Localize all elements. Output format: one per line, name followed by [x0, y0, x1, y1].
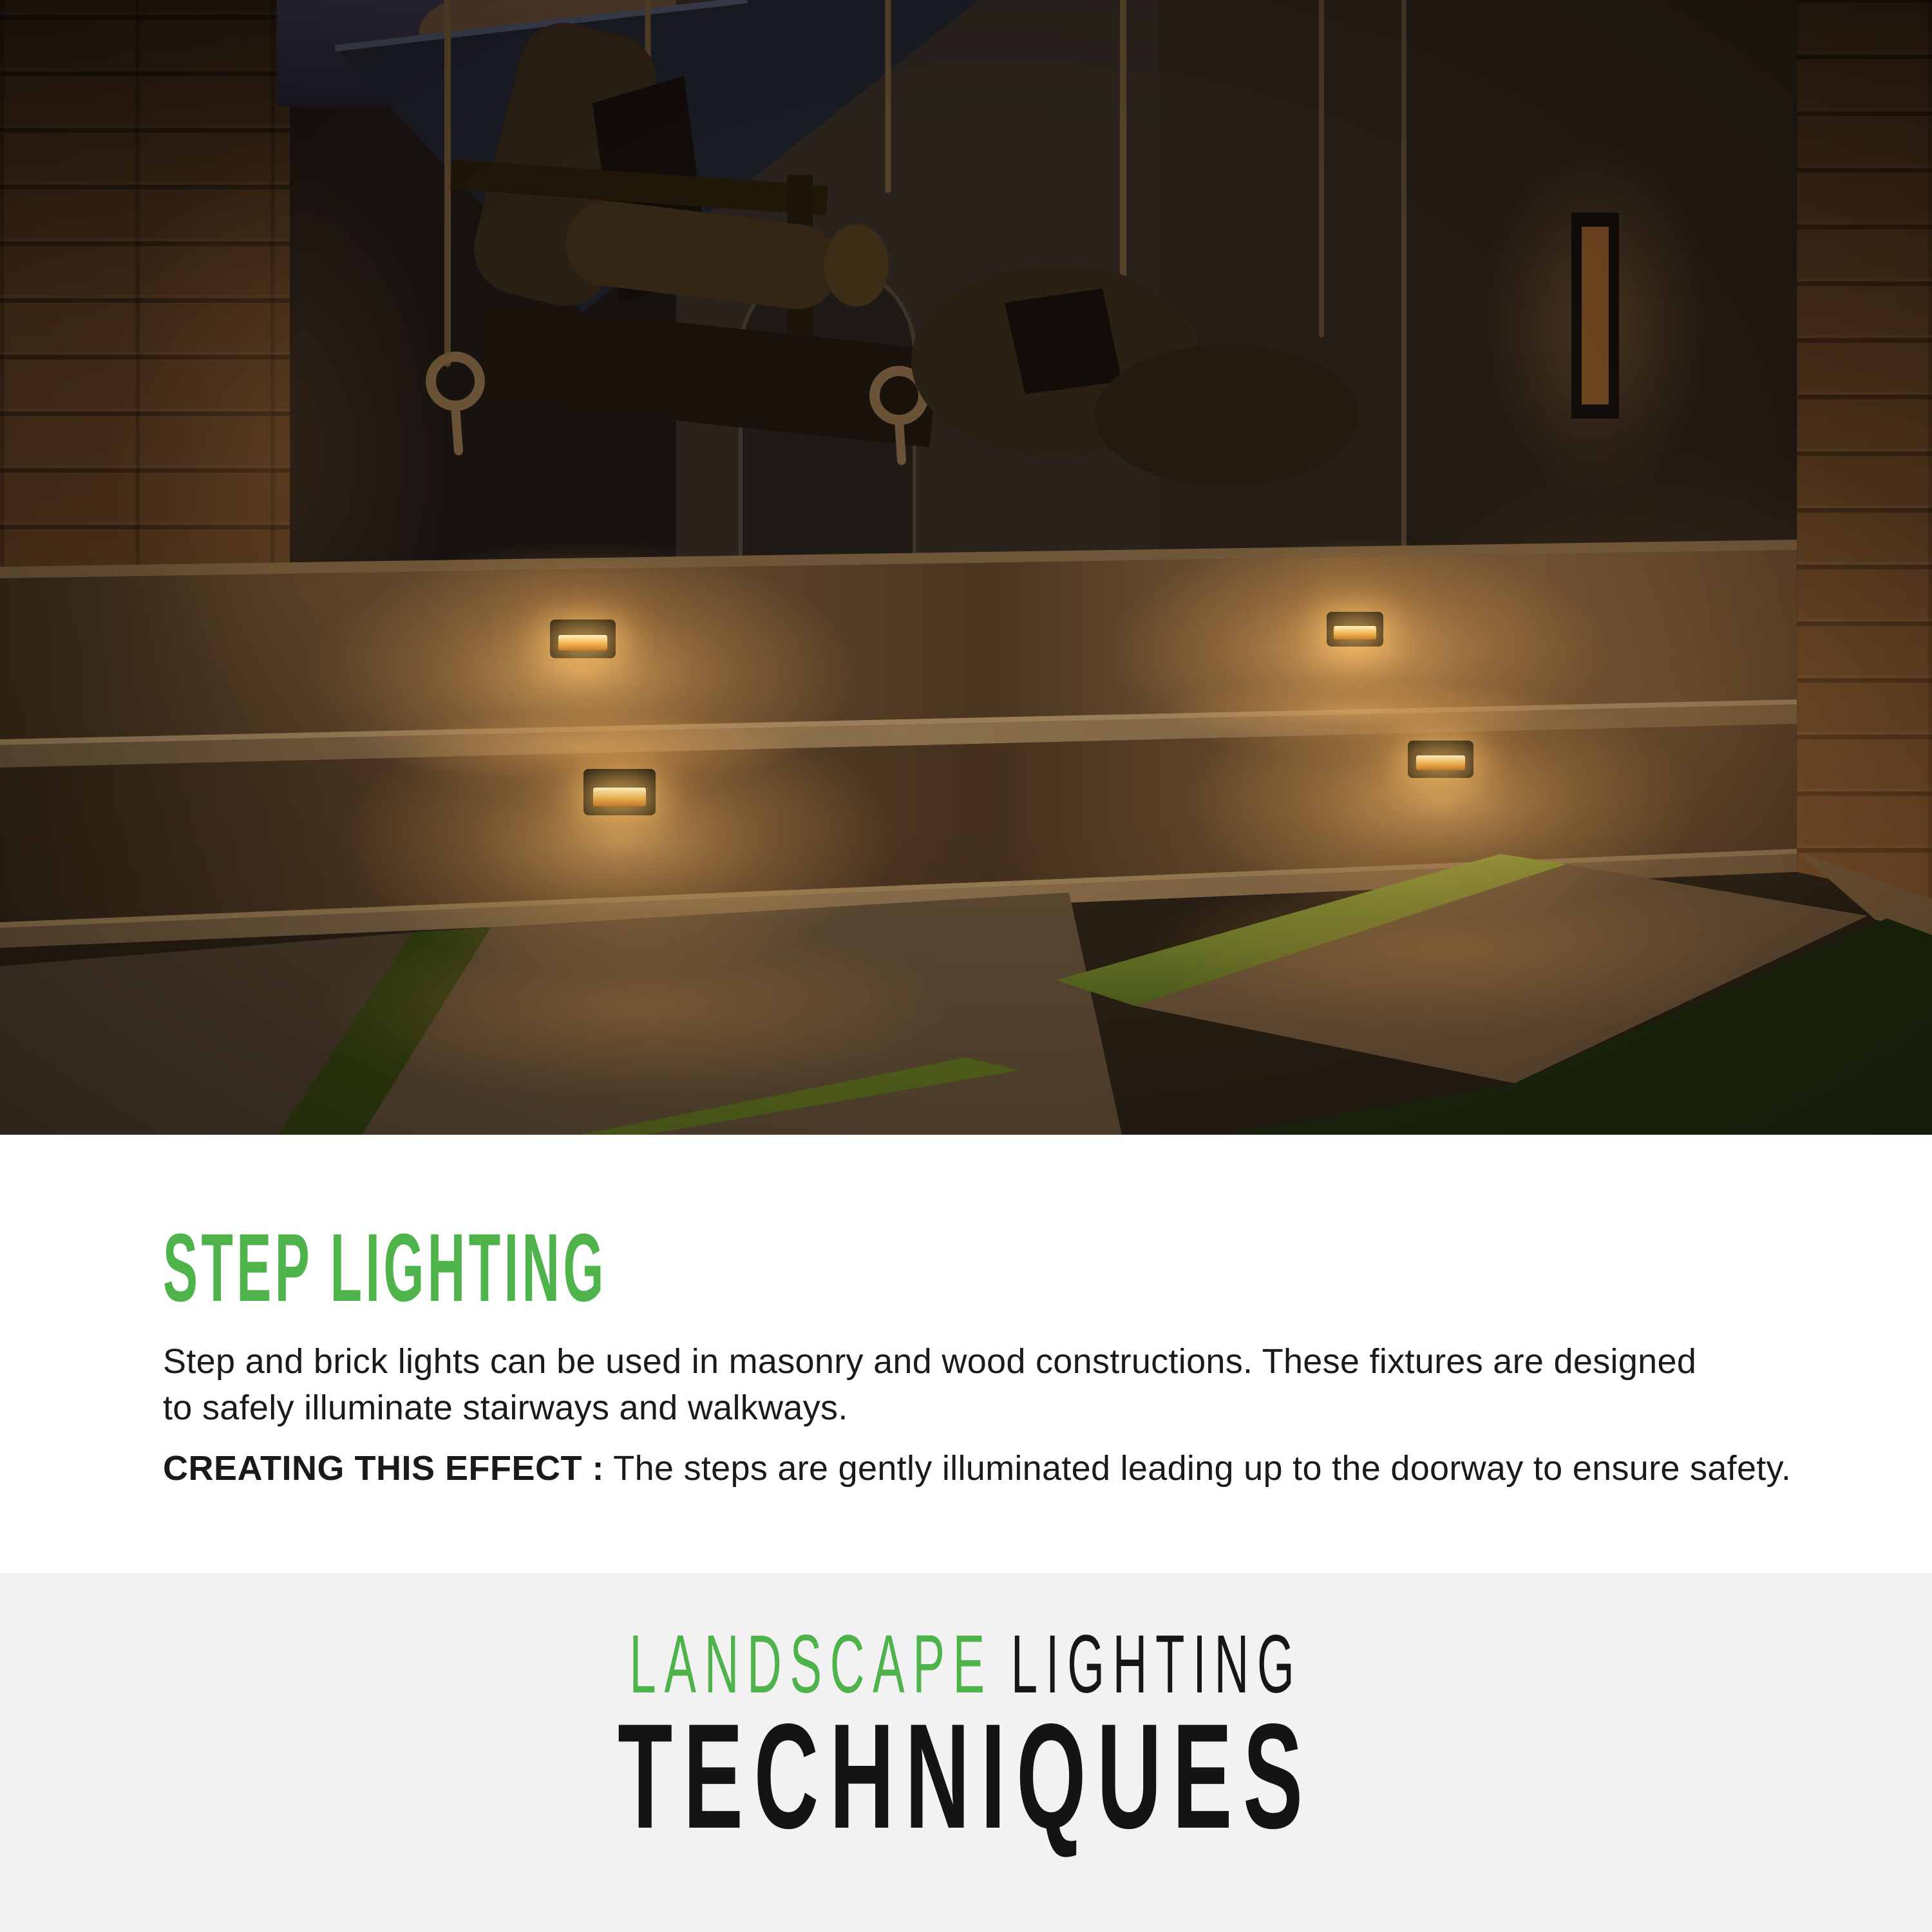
step-light-fixture-1 — [550, 620, 616, 658]
body-line-1: Step and brick lights can be used in masonry and wood constructions. These fixtures are designed — [163, 1342, 1697, 1381]
step-light-window-2 — [1334, 626, 1376, 640]
lounge-pillow — [1005, 289, 1122, 394]
wall-sconce-light — [1582, 227, 1609, 404]
description-section — [0, 1135, 1932, 1573]
section-body — [163, 1338, 1696, 1431]
effect-label: CREATING THIS EFFECT : — [163, 1449, 604, 1488]
step-light-window-1 — [558, 635, 607, 650]
step-light-window-3 — [593, 788, 647, 806]
section-title — [163, 1213, 985, 1351]
body-line-2: to safely illuminate stairways and walkways. — [163, 1388, 848, 1427]
footer-title — [0, 1693, 1932, 1860]
footer-banner — [0, 1573, 1932, 1932]
section-title-text: STEP LIGHTING — [163, 1213, 607, 1321]
cushion-end — [824, 224, 889, 307]
lounge-cushion-2 — [1095, 345, 1359, 486]
brand-word-landscape: LANDSCAPE — [629, 1618, 994, 1710]
step-light-fixture-2 — [1327, 612, 1383, 647]
step-light-window-4 — [1416, 755, 1465, 770]
effect-description: The steps are gently illuminated leading up to the doorway to ensure safety. — [603, 1449, 1792, 1488]
step-light-fixture-4 — [1408, 741, 1473, 778]
brand-word-lighting: LIGHTING — [1010, 1618, 1303, 1710]
step-light-fixture-3 — [583, 769, 656, 815]
footer-title-text: TECHNIQUES — [618, 1693, 1314, 1860]
effect-note — [163, 1445, 1791, 1492]
